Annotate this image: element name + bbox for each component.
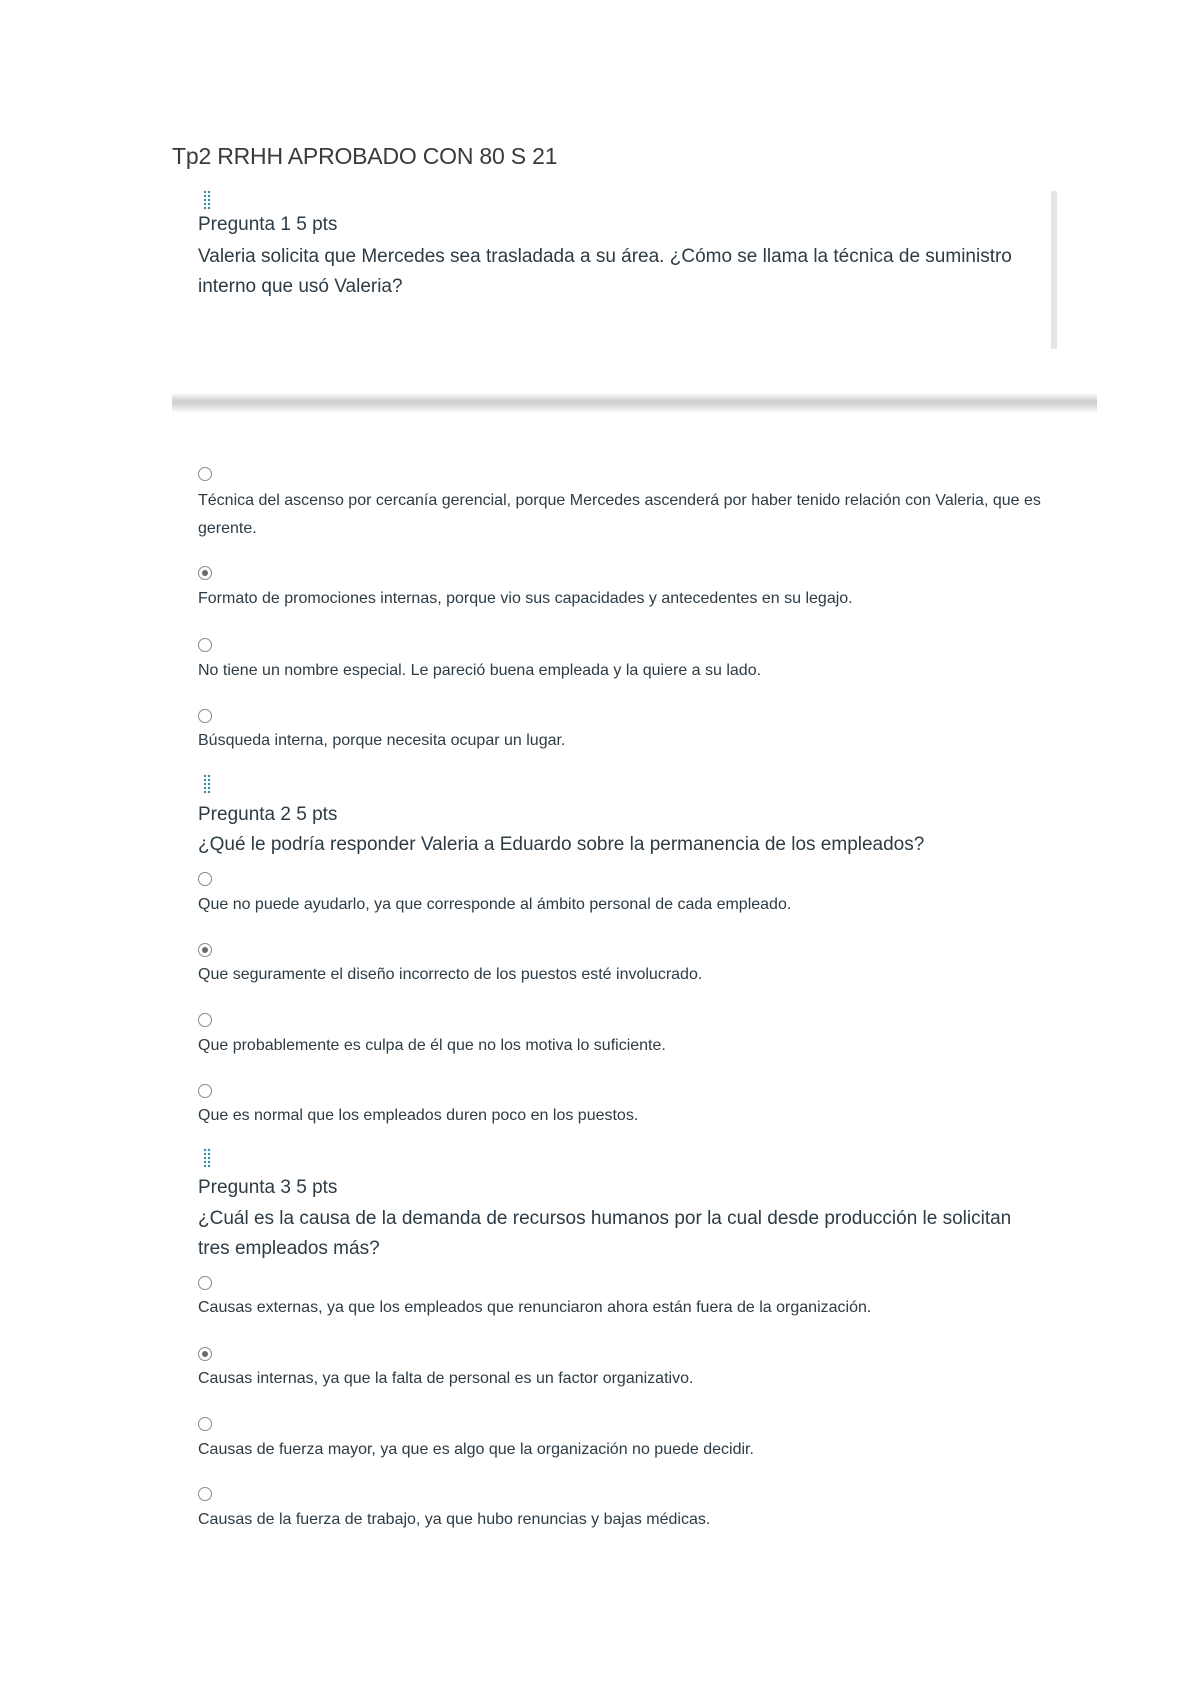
question-2-header: Pregunta 2 5 pts [198,804,338,825]
question-1-option-1-radio[interactable] [198,467,212,481]
question-1-option-2-label[interactable]: Formato de promociones internas, porque vio sus capacidades y antecedentes en su legajo. [198,590,853,607]
drag-handle-icon[interactable] [203,190,211,210]
question-2-text: ¿Qué le podría responder Valeria a Eduardo sobre la permanencia de los empleados? [198,834,925,855]
question-1-option-4-label[interactable]: Búsqueda interna, porque necesita ocupar un lugar. [198,732,566,749]
section-separator [172,393,1097,413]
question-3-option-1-label[interactable]: Causas externas, ya que los empleados que renunciaron ahora están fuera de la organización. [198,1299,872,1316]
drag-handle-icon[interactable] [203,774,211,794]
question-1-option-4-radio[interactable] [198,709,212,723]
question-3-option-2-label[interactable]: Causas internas, ya que la falta de personal es un factor organizativo. [198,1370,694,1387]
question-3-option-1-radio[interactable] [198,1276,212,1290]
question-3-option-4-label[interactable]: Causas de la fuerza de trabajo, ya que hubo renuncias y bajas médicas. [198,1511,711,1528]
question-3-option-2-radio[interactable] [198,1347,212,1361]
question-2-option-1-label[interactable]: Que no puede ayudarlo, ya que corresponde al ámbito personal de cada empleado. [198,896,792,913]
question-1-text: Valeria solicita que Mercedes sea trasladada a su área. ¿Cómo se llama la técnica de suministro interno que usó Valeria? [198,246,1012,297]
question-1-header: Pregunta 1 5 pts [198,214,338,235]
question-2-option-4-radio[interactable] [198,1084,212,1098]
question-3-option-3-label[interactable]: Causas de fuerza mayor, ya que es algo que la organización no puede decidir. [198,1441,754,1458]
document-title: Tp2 RRHH APROBADO CON 80 S 21 [172,143,558,169]
question-2-option-2-label[interactable]: Que seguramente el diseño incorrecto de los puestos esté involucrado. [198,966,703,983]
question-1-sidebar [1051,191,1057,349]
question-3-option-4-radio[interactable] [198,1487,212,1501]
question-2-option-3-label[interactable]: Que probablemente es culpa de él que no los motiva lo suficiente. [198,1037,666,1054]
question-3-header: Pregunta 3 5 pts [198,1177,338,1198]
question-2-option-4-label[interactable]: Que es normal que los empleados duren poco en los puestos. [198,1107,639,1124]
question-1-option-2-radio[interactable] [198,566,212,580]
drag-handle-icon[interactable] [203,1148,211,1168]
question-2-option-1-radio[interactable] [198,872,212,886]
question-1-option-3-radio[interactable] [198,638,212,652]
question-1-option-3-label[interactable]: No tiene un nombre especial. Le pareció buena empleada y la quiere a su lado. [198,662,762,679]
question-1-option-1-label[interactable]: Técnica del ascenso por cercanía gerencial, porque Mercedes ascenderá por haber tenido relación con Valeria, que es gerente. [198,492,1041,537]
question-3-text: ¿Cuál es la causa de la demanda de recursos humanos por la cual desde producción le solicitan tres empleados más? [198,1208,1012,1259]
question-2-option-3-radio[interactable] [198,1013,212,1027]
question-2-option-2-radio[interactable] [198,943,212,957]
question-3-option-3-radio[interactable] [198,1417,212,1431]
